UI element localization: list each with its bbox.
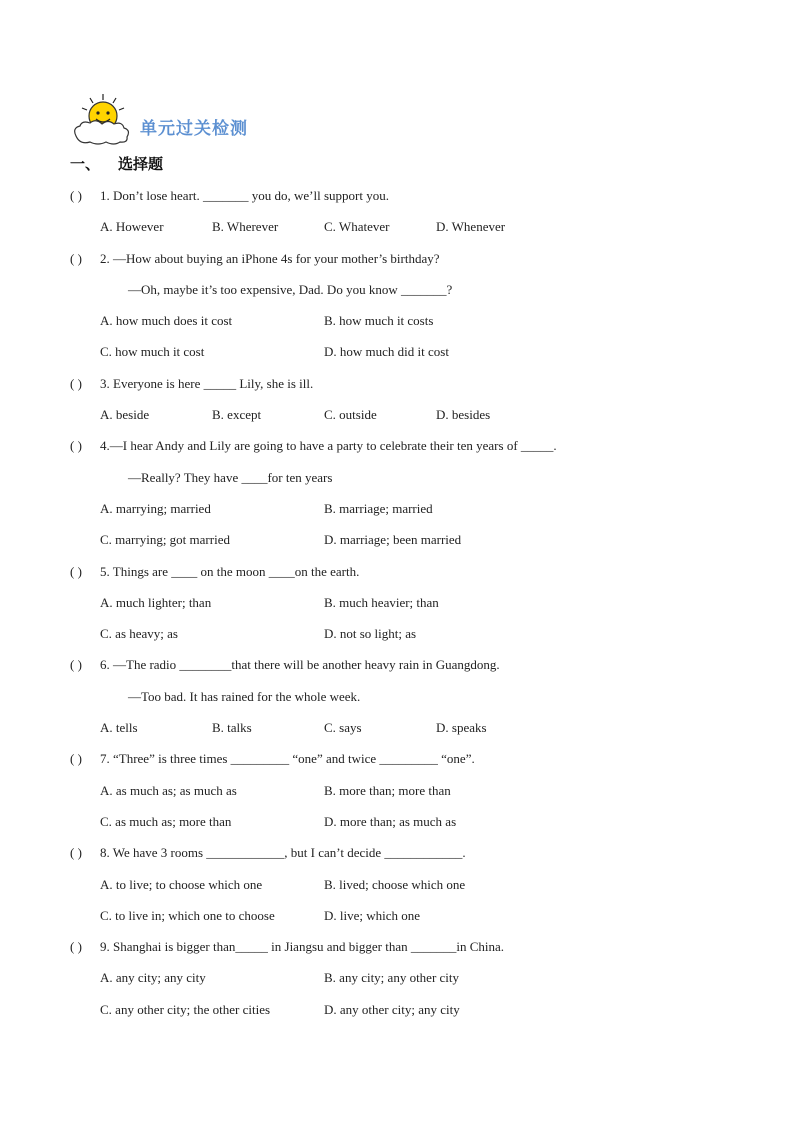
- question-9: [70, 931, 730, 962]
- option-d[interactable]: D. besides: [436, 407, 491, 423]
- option-d[interactable]: D. more than; as much as: [324, 813, 457, 829]
- section-title: [70, 153, 163, 174]
- options-row: [70, 618, 730, 649]
- option-b[interactable]: B. Wherever: [212, 219, 279, 235]
- option-c[interactable]: C. Whatever: [324, 219, 390, 235]
- question-stem: 2. —How about buying an iPhone 4s for your mother’s birthday?: [100, 250, 440, 266]
- question-5: [70, 556, 730, 587]
- options-row: [70, 587, 730, 618]
- section-number: 一、: [70, 155, 101, 173]
- option-d[interactable]: D. marriage; been married: [324, 532, 462, 548]
- option-b[interactable]: B. except: [212, 407, 262, 423]
- option-c[interactable]: C. as much as; more than: [100, 813, 232, 829]
- option-b[interactable]: B. more than; more than: [324, 782, 451, 798]
- question-2: [70, 243, 730, 274]
- question-stem: 8. We have 3 rooms ____________, but I can’t decide ____________.: [100, 845, 466, 861]
- unit-header: [70, 92, 470, 148]
- options-row: [70, 900, 730, 931]
- option-a[interactable]: A. much lighter; than: [100, 594, 212, 610]
- option-b[interactable]: B. any city; any other city: [324, 970, 460, 986]
- question-follow-line: [70, 462, 730, 493]
- question-stem: 1. Don’t lose heart. _______ you do, we’ll support you.: [100, 188, 389, 203]
- option-d[interactable]: D. Whenever: [436, 219, 506, 235]
- option-d[interactable]: D. speaks: [436, 720, 487, 736]
- option-b[interactable]: B. much heavier; than: [324, 594, 439, 610]
- option-b[interactable]: B. talks: [212, 720, 252, 736]
- question-reply: —Really? They have ____for ten years: [128, 469, 333, 485]
- question-1: [70, 180, 730, 211]
- answer-blank[interactable]: ( ): [70, 751, 82, 767]
- option-d[interactable]: D. not so light; as: [324, 626, 417, 642]
- option-a[interactable]: A. However: [100, 219, 164, 235]
- question-3: [70, 368, 730, 399]
- option-a[interactable]: A. tells: [100, 720, 138, 736]
- option-a[interactable]: A. marrying; married: [100, 500, 211, 516]
- options-row: [70, 712, 730, 743]
- option-a[interactable]: A. any city; any city: [100, 970, 206, 986]
- option-c[interactable]: C. says: [324, 720, 362, 736]
- answer-blank[interactable]: ( ): [70, 845, 82, 861]
- option-c[interactable]: C. to live in; which one to choose: [100, 907, 275, 923]
- options-row: [70, 399, 730, 430]
- options-row: [70, 336, 730, 367]
- unit-title: 单元过关检测: [140, 119, 248, 139]
- question-stem: 9. Shanghai is bigger than_____ in Jiangsu and bigger than _______in China.: [100, 939, 505, 955]
- option-d[interactable]: D. how much did it cost: [324, 344, 449, 360]
- question-follow-line: [70, 274, 730, 305]
- question-follow-line: [70, 681, 730, 712]
- option-a[interactable]: A. how much does it cost: [100, 313, 233, 329]
- option-b[interactable]: B. how much it costs: [324, 313, 434, 329]
- question-list: [70, 180, 730, 1025]
- answer-blank[interactable]: ( ): [70, 563, 82, 579]
- option-a[interactable]: A. to live; to choose which one: [100, 876, 263, 892]
- option-b[interactable]: B. marriage; married: [324, 500, 433, 516]
- options-row: [70, 869, 730, 900]
- answer-blank[interactable]: ( ): [70, 250, 82, 266]
- option-c[interactable]: C. how much it cost: [100, 344, 205, 360]
- options-row: [70, 962, 730, 993]
- question-7: [70, 743, 730, 774]
- question-4: [70, 430, 730, 461]
- option-c[interactable]: C. any other city; the other cities: [100, 1001, 271, 1017]
- options-row: [70, 211, 730, 242]
- question-stem: 5. Things are ____ on the moon ____on the earth.: [100, 563, 360, 579]
- option-c[interactable]: C. marrying; got married: [100, 532, 230, 548]
- answer-blank[interactable]: ( ): [70, 939, 82, 955]
- option-c[interactable]: C. outside: [324, 407, 377, 423]
- options-row: [70, 775, 730, 806]
- option-c[interactable]: C. as heavy; as: [100, 626, 178, 642]
- question-stem: 7. “Three” is three times _________ “one” and twice _________ “one”.: [100, 751, 475, 767]
- sun-cloud-icon: [70, 92, 132, 148]
- question-6: [70, 649, 730, 680]
- section-label: 选择题: [118, 155, 164, 173]
- options-row: [70, 305, 730, 336]
- answer-blank[interactable]: ( ): [70, 657, 82, 673]
- question-reply: —Too bad. It has rained for the whole week.: [128, 688, 361, 704]
- option-a[interactable]: A. beside: [100, 407, 150, 423]
- question-8: [70, 837, 730, 868]
- question-stem: 4.—I hear Andy and Lily are going to have a party to celebrate their ten years of _____.: [100, 438, 557, 454]
- answer-blank[interactable]: ( ): [70, 438, 82, 454]
- options-row: [70, 493, 730, 524]
- answer-blank[interactable]: ( ): [70, 375, 82, 391]
- options-row: [70, 994, 730, 1025]
- question-reply: —Oh, maybe it’s too expensive, Dad. Do you know _______?: [128, 281, 453, 297]
- option-d[interactable]: D. live; which one: [324, 907, 421, 923]
- question-stem: 6. —The radio ________that there will be another heavy rain in Guangdong.: [100, 657, 500, 673]
- options-row: [70, 524, 730, 555]
- options-row: [70, 806, 730, 837]
- answer-blank[interactable]: ( ): [70, 188, 82, 203]
- question-stem: 3. Everyone is here _____ Lily, she is ill.: [100, 375, 314, 391]
- option-d[interactable]: D. any other city; any city: [324, 1001, 460, 1017]
- option-a[interactable]: A. as much as; as much as: [100, 782, 237, 798]
- option-b[interactable]: B. lived; choose which one: [324, 876, 466, 892]
